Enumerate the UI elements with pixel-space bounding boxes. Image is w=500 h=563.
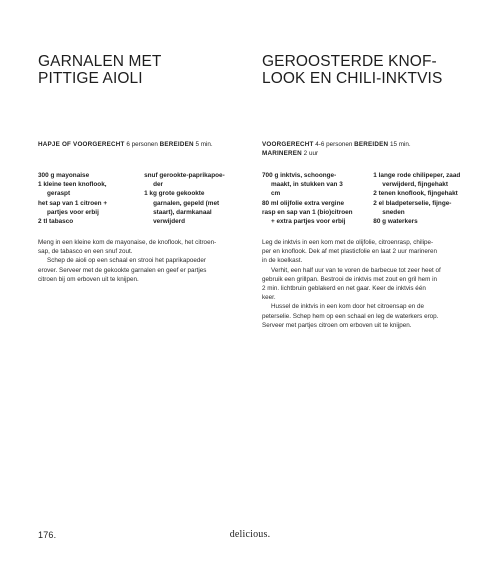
meta-value: 6 personen [124,141,160,148]
method-line: Schep de aioli op een schaal en strooi het paprikapoeder [47,257,206,265]
ingredient-column [144,171,242,226]
ingredient-line: partjes voor erbij [47,208,99,216]
ingredient-line: 80 ml olijfolie extra vergine [262,199,345,207]
method-paragraph [262,238,476,266]
ingredient-item [38,199,136,217]
ingredient-line: staart), darmkanaal [153,208,212,216]
method-line: per en knoflook. Dek af met plasticfolie en laat 2 uur marineren [262,248,438,256]
ingredient-line: snuf gerookte-paprikapoe- [144,172,225,179]
ingredient-item [38,171,136,180]
ingredient-line: 1 kleine teen knoflook, [38,181,107,189]
method-line: in de koelkast. [262,257,303,265]
ingredient-list [38,171,242,226]
ingredient-column [373,171,476,226]
recipe-method [38,238,242,284]
ingredient-line: 2 tl tabasco [38,218,74,226]
meta-label: MARINEREN [262,150,302,157]
ingredient-item [373,199,476,217]
method-line: citroen bij om erboven uit te knijpen. [38,275,139,283]
meta-label: BEREIDEN [159,141,194,148]
ingredient-item [373,189,476,198]
method-line: erover. Serveer met de gekookte garnalen en geef er partjes [38,266,207,274]
recipe-meta [38,140,242,149]
ingredient-item [38,217,136,226]
recipe-title [262,53,442,87]
method-line: 2 min. lichtbruin geblakerd en net gaar. Keer de inktvis één [262,285,426,293]
method-line: peterselie. Schep hem op een schaal en leg de waterkers erop. [262,312,439,320]
ingredient-column [38,171,136,226]
page-number: 176. [38,530,57,540]
ingredient-item [38,180,136,198]
method-line: gebruik een grillpan. Bestrooi de inktvis met zout en gril hem in [262,275,438,283]
ingredient-line: + extra partjes voor erbij [271,218,346,226]
method-line: Hussel de inktvis in een kom door het citroensap en de [271,303,424,311]
ingredient-item [144,171,242,189]
meta-value: 5 min. [193,141,213,148]
ingredient-line: 1 lange rode chilipeper, zaad [373,172,461,179]
method-paragraph [38,256,242,284]
meta-value: 15 min. [388,141,411,148]
recipe-meta [262,140,476,158]
ingredient-line: maakt, in stukken van 3 [271,181,343,189]
recipe-title [38,53,162,87]
ingredient-column [262,171,365,226]
ingredient-line: der [153,181,164,189]
brand-logo: delicious. [229,529,271,540]
method-paragraph [262,302,476,330]
ingredient-line: het sap van 1 citroen + [38,199,108,207]
method-paragraph [262,266,476,303]
meta-value: 4-6 personen [313,141,355,148]
ingredient-line: 2 tenen knoflook, fijngehakt [373,190,458,198]
title-line: GARNALEN MET [38,53,162,70]
ingredient-item [373,217,476,226]
ingredient-line: 2 el bladpeterselie, fijnge- [373,199,452,207]
ingredient-line: cm [271,190,281,198]
ingredient-item [373,171,476,189]
method-line: Verhit, een half uur van te voren de barbecue tot zeer heet of [271,266,441,274]
method-paragraph [38,238,242,256]
title-line: GEROOSTERDE KNOF- [262,53,437,70]
ingredient-line: 1 kg grote gekookte [144,190,205,198]
meta-label: VOORGERECHT [262,141,314,148]
ingredient-item [262,171,365,199]
ingredient-item [262,199,365,208]
ingredient-item [144,189,242,226]
method-line: Serveer met partjes citroen om erboven uit te knijpen. [262,321,412,329]
ingredient-line: rasp en sap van 1 (bio)citroen [262,208,353,216]
ingredient-line: verwijderd, fijngehakt [382,181,448,189]
ingredient-line: verwijderd [153,218,186,226]
ingredient-line: geraspt [47,190,71,198]
ingredient-line: 80 g waterkers [373,218,418,226]
ingredient-line: sneden [382,208,405,216]
method-line: keer. [262,294,276,302]
method-line: Meng in een kleine kom de mayonaise, de knoflook, het citroen- [38,239,217,246]
meta-value: 2 uur [301,150,319,157]
title-line: PITTIGE AIOLI [38,70,143,87]
ingredient-line: 300 g mayonaise [38,172,90,179]
ingredient-line: garnalen, gepeld (met [153,199,220,207]
meta-label: HAPJE OF VOORGERECHT [38,141,125,148]
method-line: sap, de tabasco en een snuf zout. [38,248,133,256]
ingredient-item [262,208,365,226]
method-line: Leg de inktvis in een kom met de olijfolie, citroenrasp, chilipe- [262,239,434,246]
title-line: LOOK EN CHILI-INKTVIS [262,70,443,87]
recipe-method [262,238,476,330]
meta-label: BEREIDEN [354,141,389,148]
ingredient-list [262,171,476,226]
ingredient-line: 700 g inktvis, schoonge- [262,172,337,179]
